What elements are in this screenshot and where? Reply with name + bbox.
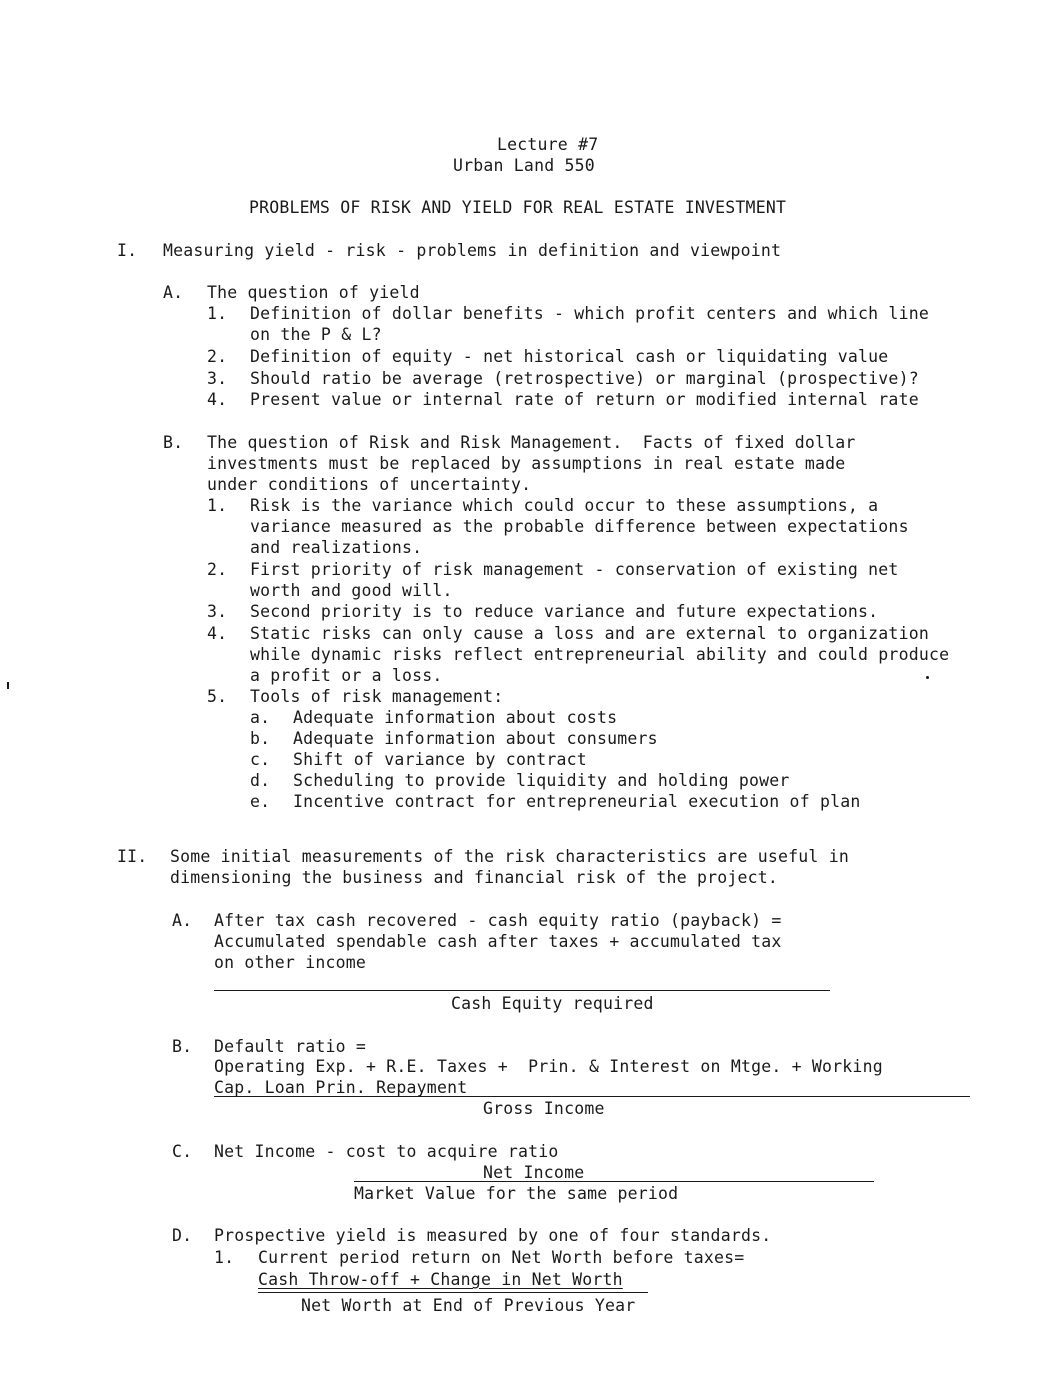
formula-text: After tax cash recovered - cash equity ratio (payback) =: [214, 911, 782, 930]
formula-text: Default ratio =: [214, 1037, 367, 1056]
fraction-bar: [214, 1096, 970, 1097]
list-item-text: Risk is the variance which could occur to these assumptions, a: [250, 496, 879, 515]
subsection-text: The question of Risk and Risk Management. Facts of fixed dollar: [207, 433, 856, 452]
tool-letter: d.: [250, 771, 271, 790]
list-item-text: Static risks can only cause a loss and are external to organization: [250, 624, 929, 643]
formula-text: Operating Exp. + R.E. Taxes + Prin. & Interest on Mtge. + Working: [214, 1057, 883, 1076]
list-item-number: 4.: [207, 390, 228, 409]
section-2-text: dimensioning the business and financial risk of the project.: [170, 868, 779, 887]
list-item-text: Definition of dollar benefits - which profit centers and which line: [250, 304, 929, 323]
tool-letter: c.: [250, 750, 271, 769]
formula-text: on other income: [214, 953, 367, 972]
list-item-number: 2.: [207, 560, 228, 579]
scan-mark: [7, 682, 9, 689]
fraction-bar: [214, 990, 830, 991]
list-item-text: on the P & L?: [250, 325, 382, 344]
list-item-number: 2.: [207, 347, 228, 366]
list-item-number: 5.: [207, 687, 228, 706]
formula-text: Net Income - cost to acquire ratio: [214, 1142, 559, 1161]
formula-text: Cap. Loan Prin. Repayment: [214, 1078, 468, 1097]
formula-numerator: Cash Throw-off + Change in Net Worth: [258, 1270, 623, 1289]
list-item-number: 3.: [207, 369, 228, 388]
list-item-number: 4.: [207, 624, 228, 643]
tool-text: Adequate information about costs: [293, 708, 618, 727]
list-item-text: First priority of risk management - conservation of existing net: [250, 560, 899, 579]
list-item-text: Should ratio be average (retrospective) or marginal (prospective)?: [250, 369, 919, 388]
list-item-number: 3.: [207, 602, 228, 621]
lecture-number: Lecture #7: [497, 135, 599, 154]
list-item-text: Second priority is to reduce variance and future expectations.: [250, 602, 879, 621]
list-item-number: 1.: [214, 1248, 235, 1267]
list-item-number: 1.: [207, 304, 228, 323]
document-title: PROBLEMS OF RISK AND YIELD FOR REAL ESTATE INVESTMENT: [249, 198, 787, 217]
fraction-bar: [354, 1181, 874, 1182]
list-item-text: while dynamic risks reflect entrepreneurial ability and could produce: [250, 645, 950, 664]
subsection-letter: D.: [172, 1226, 193, 1245]
subsection-letter: B.: [172, 1037, 193, 1056]
list-item-number: 1.: [207, 496, 228, 515]
formula-denominator: Market Value for the same period: [354, 1184, 679, 1203]
fraction-bar: [258, 1292, 648, 1293]
list-item-text: a profit or a loss.: [250, 666, 443, 685]
tool-text: Shift of variance by contract: [293, 750, 587, 769]
subsection-letter: A.: [172, 911, 193, 930]
formula-text: Accumulated spendable cash after taxes + accumulated tax: [214, 932, 782, 951]
list-item-text: Tools of risk management:: [250, 687, 504, 706]
section-1-number: I.: [117, 241, 138, 260]
tool-text: Scheduling to provide liquidity and holding power: [293, 771, 790, 790]
subsection-text: investments must be replaced by assumptions in real estate made: [207, 454, 846, 473]
list-item-text: Current period return on Net Worth before taxes=: [258, 1248, 745, 1267]
section-2-number: II.: [117, 847, 148, 866]
list-item-text: variance measured as the probable difference between expectations: [250, 517, 909, 536]
formula-numerator: Net Income: [483, 1163, 585, 1182]
subsection-letter: B.: [163, 433, 184, 452]
tool-letter: a.: [250, 708, 271, 727]
formula-denominator: Net Worth at End of Previous Year: [301, 1296, 636, 1315]
list-item-text: worth and good will.: [250, 581, 453, 600]
tool-text: Adequate information about consumers: [293, 729, 658, 748]
section-1-heading: Measuring yield - risk - problems in definition and viewpoint: [163, 241, 782, 260]
subsection-letter: C.: [172, 1142, 193, 1161]
list-item-text: Definition of equity - net historical cash or liquidating value: [250, 347, 889, 366]
list-item-text: Present value or internal rate of return or modified internal rate: [250, 390, 919, 409]
scan-mark: [926, 676, 929, 679]
subsection-letter: A.: [163, 283, 184, 302]
subsection-text: under conditions of uncertainty.: [207, 475, 532, 494]
course-name: Urban Land 550: [453, 156, 595, 175]
formula-denominator: Cash Equity required: [451, 994, 654, 1013]
formula-denominator: Gross Income: [483, 1099, 605, 1118]
tool-letter: b.: [250, 729, 271, 748]
tool-text: Incentive contract for entrepreneurial execution of plan: [293, 792, 861, 811]
formula-text: Prospective yield is measured by one of four standards.: [214, 1226, 772, 1245]
subsection-heading: The question of yield: [207, 283, 420, 302]
section-2-text: Some initial measurements of the risk characteristics are useful in: [170, 847, 849, 866]
tool-letter: e.: [250, 792, 271, 811]
list-item-text: and realizations.: [250, 538, 423, 557]
